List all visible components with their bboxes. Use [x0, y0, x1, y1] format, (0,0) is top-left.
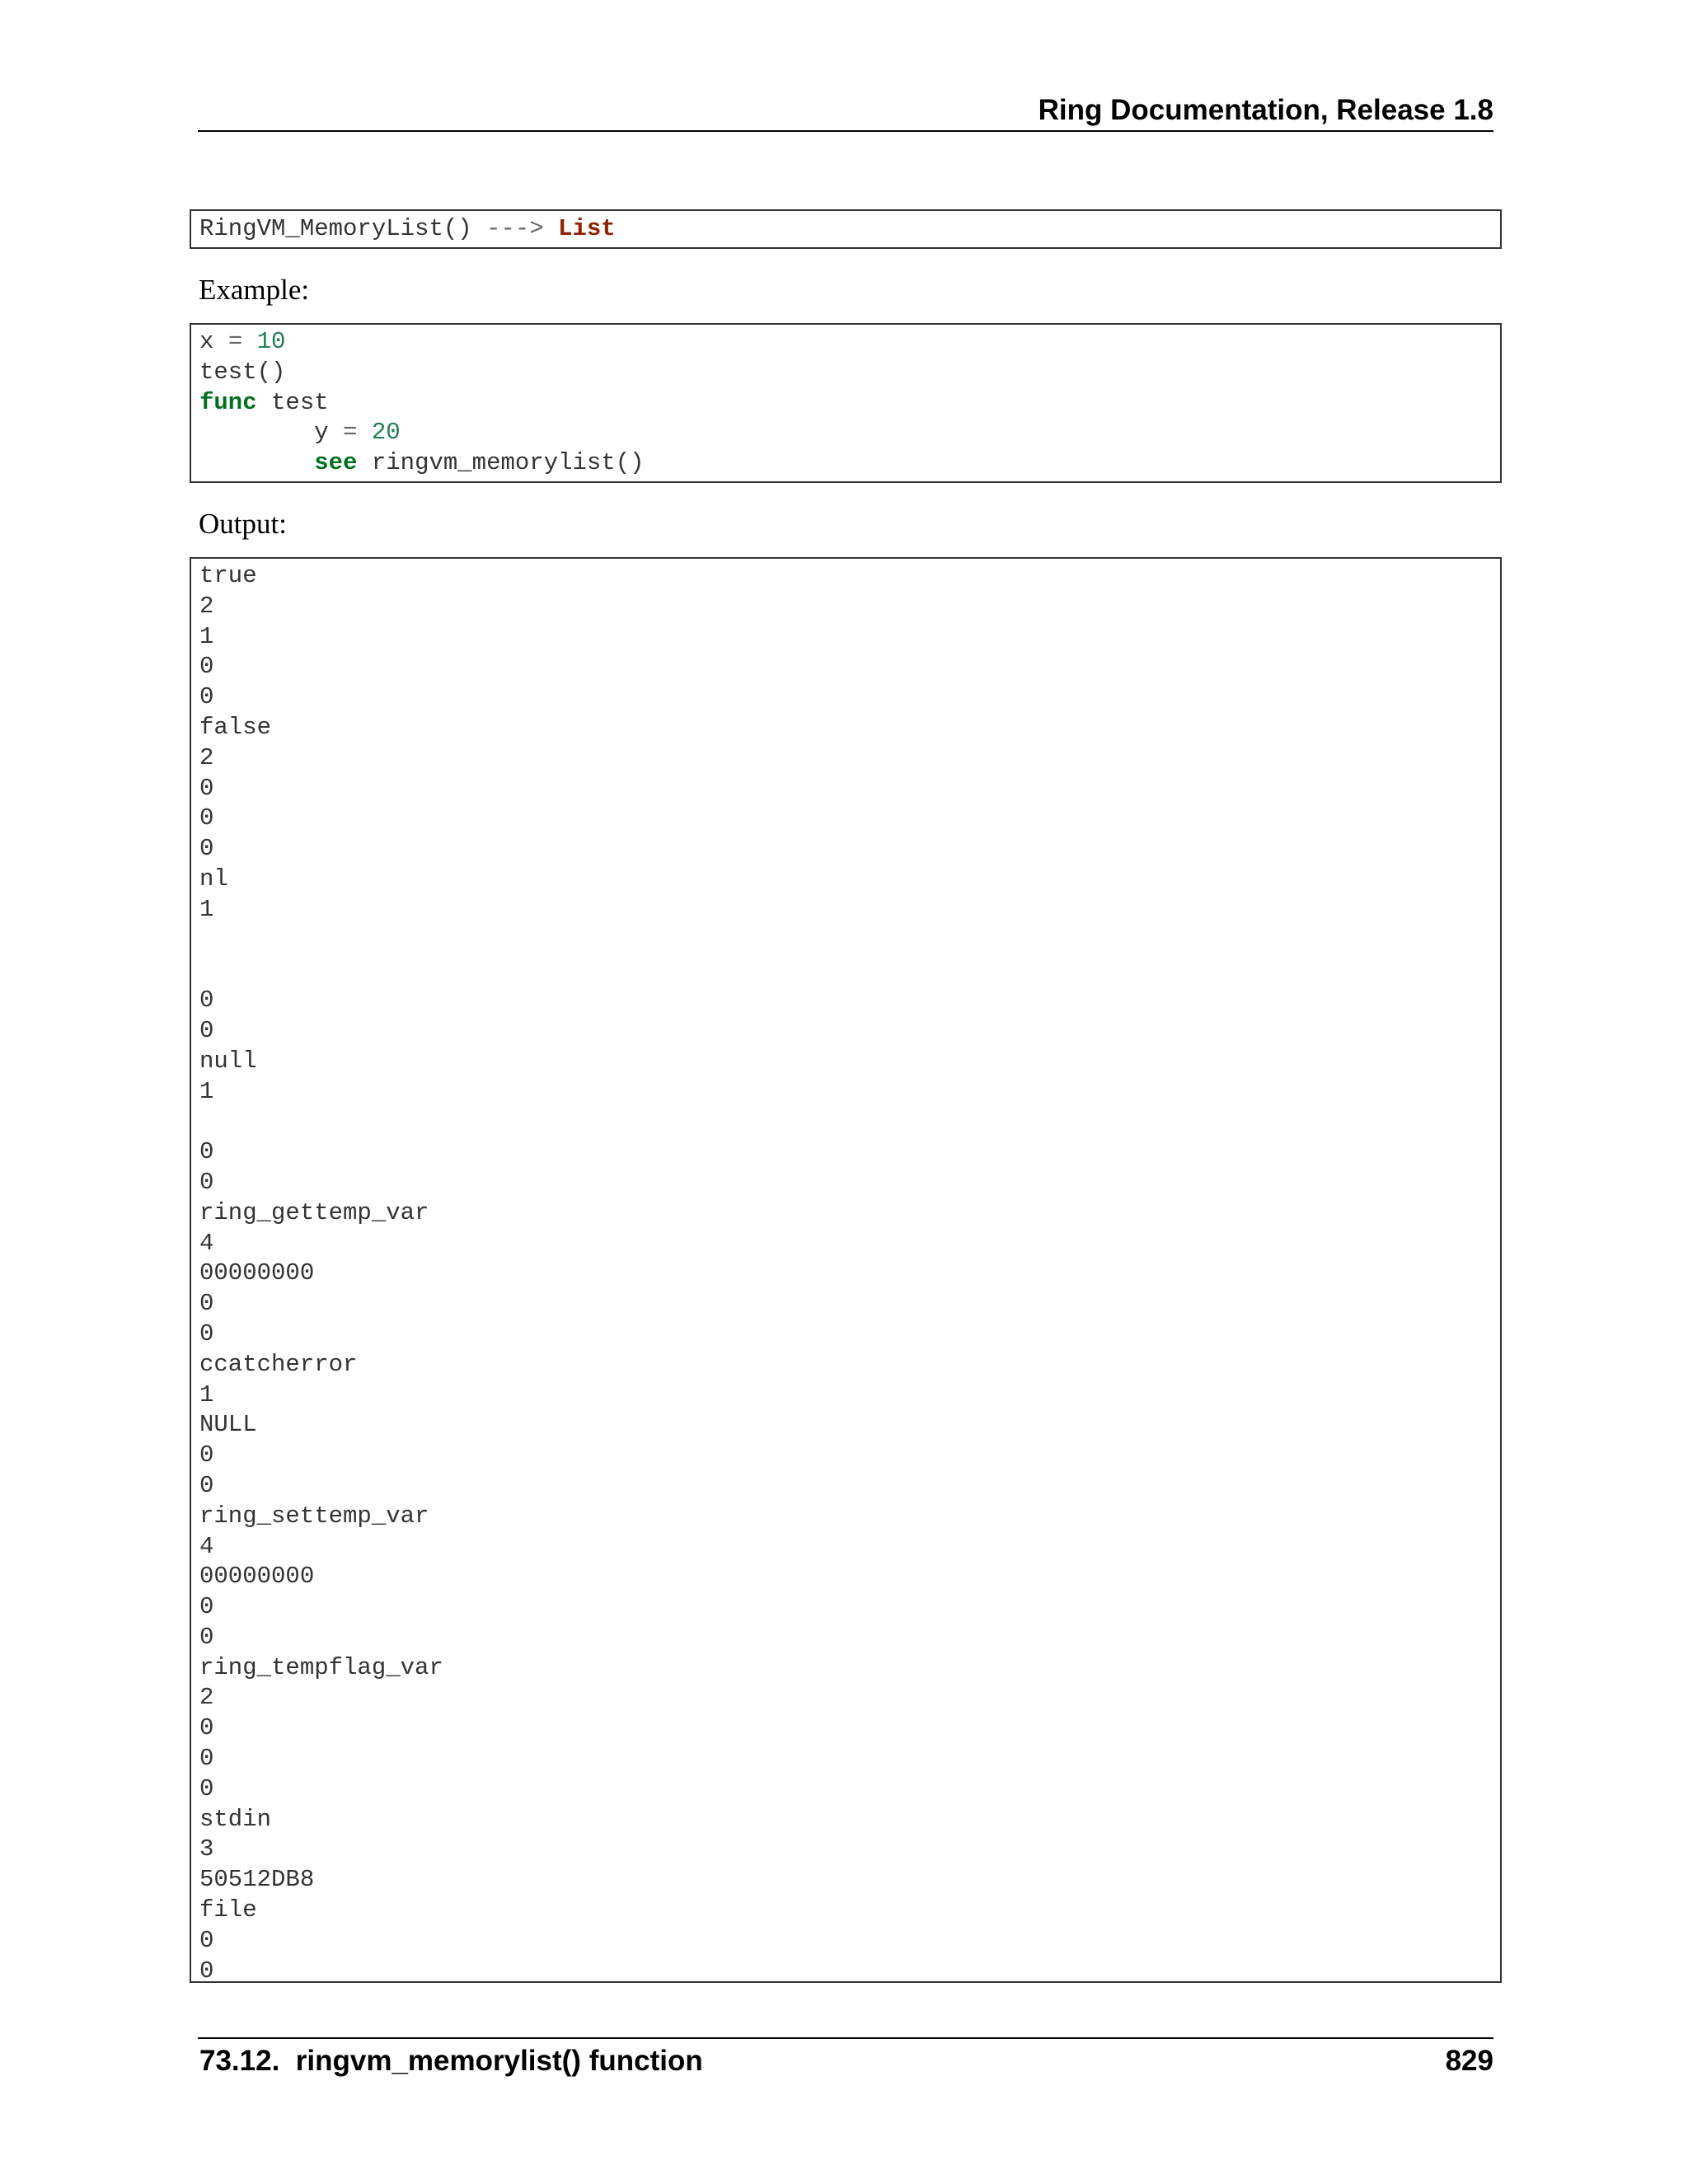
code-keyword: func — [199, 388, 257, 416]
code-call: ringvm_memorylist() — [371, 449, 645, 477]
code-variable: x — [199, 328, 214, 355]
output-line: 0 — [199, 1926, 214, 1954]
output-line: 50512DB8 — [199, 1866, 315, 1894]
output-line: 1 — [199, 895, 214, 923]
code-variable: y — [314, 419, 329, 447]
page-footer — [198, 2037, 1493, 2077]
output-line: 0 — [199, 1016, 214, 1044]
output-line — [199, 955, 1500, 986]
output-line: 2 — [199, 743, 214, 771]
output-line: 0 — [199, 1774, 214, 1802]
output-line: 00000000 — [199, 1563, 315, 1591]
output-line — [199, 926, 1500, 956]
code-number: 20 — [371, 419, 401, 447]
output-line: ring_settemp_var — [199, 1502, 429, 1530]
output-line: 2 — [199, 1684, 214, 1712]
output-code-block — [190, 557, 1502, 1983]
code-indent — [199, 419, 314, 446]
header-title: Ring Documentation, Release 1.8 — [1038, 94, 1493, 126]
code-operator: = — [343, 419, 358, 447]
output-line: 0 — [199, 804, 214, 832]
code-line-4 — [199, 418, 1500, 448]
output-line: 3 — [199, 1835, 214, 1863]
output-line: 0 — [199, 1957, 214, 1983]
output-line: 1 — [199, 1077, 214, 1105]
output-line: null — [199, 1047, 257, 1075]
signature-arrow: ---> — [486, 215, 544, 242]
example-label: Example: — [199, 274, 310, 306]
signature-function-name: RingVM_MemoryList() — [199, 215, 472, 242]
output-line: 0 — [199, 1290, 214, 1318]
output-line: 0 — [199, 987, 214, 1015]
output-line: ring_tempflag_var — [199, 1653, 443, 1681]
output-line: true — [199, 562, 257, 589]
signature-return-type: List — [558, 215, 616, 242]
code-call: test() — [199, 358, 286, 386]
output-line — [199, 1107, 1500, 1137]
output-line: 0 — [199, 1593, 214, 1621]
example-code-block — [190, 323, 1502, 483]
code-line-3 — [199, 388, 1500, 419]
output-line: 4 — [199, 1532, 214, 1560]
code-line-5 — [199, 448, 1500, 479]
output-line: 0 — [199, 774, 214, 802]
output-line: 00000000 — [199, 1259, 315, 1287]
output-line: 0 — [199, 1623, 214, 1651]
signature-code-block — [190, 209, 1502, 249]
output-line: stdin — [199, 1805, 272, 1833]
output-line: 0 — [199, 835, 214, 863]
output-line: 0 — [199, 1168, 214, 1196]
code-function-name: test — [271, 388, 329, 416]
footer-section-title: 73.12. ringvm_memorylist() function — [199, 2045, 703, 2077]
code-number: 10 — [256, 328, 286, 355]
code-keyword: see — [314, 449, 358, 477]
code-indent — [199, 449, 314, 476]
output-line: ccatcherror — [199, 1350, 358, 1378]
output-line: 4 — [199, 1229, 214, 1257]
output-line: false — [199, 713, 272, 741]
output-label: Output: — [199, 508, 287, 540]
output-line: file — [199, 1896, 257, 1924]
output-line: nl — [199, 865, 228, 893]
code-operator: = — [227, 328, 243, 355]
output-line: 0 — [199, 1714, 214, 1742]
output-line: 0 — [199, 1441, 214, 1469]
output-line: 0 — [199, 1319, 214, 1347]
output-line: 1 — [199, 622, 214, 650]
output-line: 0 — [199, 1745, 214, 1773]
output-line: 2 — [199, 592, 214, 620]
output-line: 0 — [199, 653, 214, 681]
output-line: 0 — [199, 1138, 214, 1166]
output-line: 0 — [199, 1471, 214, 1499]
footer-page-number: 829 — [1445, 2045, 1493, 2077]
output-line: 1 — [199, 1380, 214, 1408]
output-line: 0 — [199, 683, 214, 711]
code-line-1 — [199, 327, 1500, 358]
code-line-2 — [199, 358, 1500, 388]
output-line: ring_gettemp_var — [199, 1198, 429, 1226]
output-line: NULL — [199, 1411, 257, 1439]
page-header — [198, 91, 1493, 132]
